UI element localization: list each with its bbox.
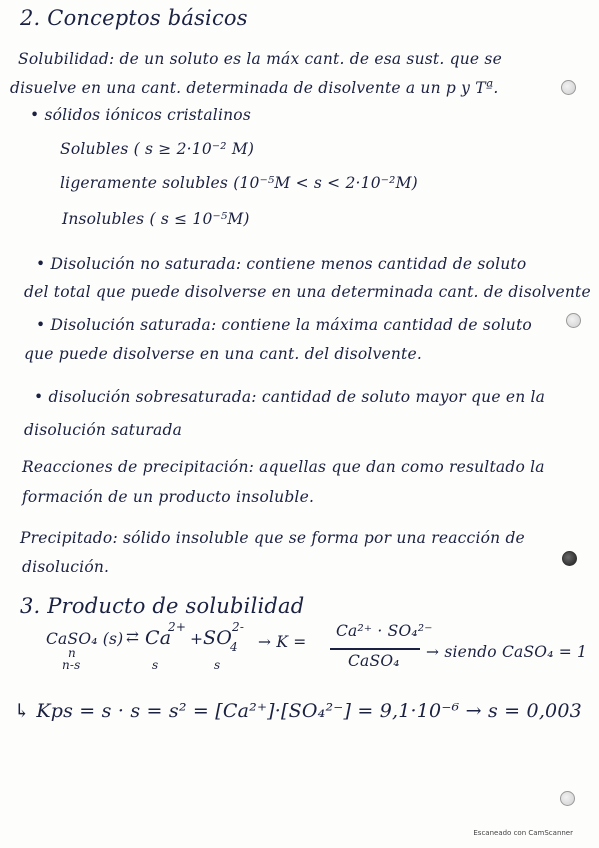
eq-ca: Ca — [145, 627, 172, 649]
eq-tail: → siendo CaSO₄ = 1 — [426, 643, 588, 661]
eq-arrow: ⇄ — [126, 628, 140, 646]
fraction-bar — [330, 648, 420, 650]
eq-plus: + — [190, 630, 204, 648]
scanner-watermark: Escaneado con CamScanner — [473, 829, 573, 837]
ligeramente-solubles-line: ligeramente solubles (10⁻⁵M < s < 2·10⁻²M) — [60, 174, 418, 192]
binder-hole — [566, 313, 581, 328]
under-reactant-n: n — [68, 646, 76, 660]
no-saturada-line1: • Disolución no saturada: contiene menos cantidad de soluto — [36, 255, 527, 273]
k-numerator: Ca²⁺ · SO₄²⁻ — [336, 622, 433, 640]
section-3-title: 3. Producto de solubilidad — [20, 594, 305, 618]
solubilidad-definition-line2: disuelve en una cant. determinada de disolvente a un p y Tª. — [10, 79, 499, 97]
binder-hole — [561, 80, 576, 95]
kps-line: ↳ Kps = s · s = s² = [Ca²⁺]·[SO₄²⁻] = 9,1·10⁻⁶ → s = 0,003 — [14, 700, 582, 722]
sobresaturada-line2: disolución saturada — [24, 421, 183, 439]
solubles-line: Solubles ( s ≥ 2·10⁻² M) — [60, 140, 255, 158]
eq-implies: → K = — [258, 633, 307, 651]
eq-reactant: CaSO₄ (s) — [46, 630, 124, 648]
k-denominator: CaSO₄ — [348, 652, 400, 670]
reacciones-precipitacion-line1: Reacciones de precipitación: aquellas que dan como resultado la — [22, 458, 545, 476]
solubilidad-definition-line1: Solubilidad: de un soluto es la máx cant. de esa sust. que se — [18, 50, 502, 68]
binder-hole — [562, 551, 577, 566]
no-saturada-line2: del total que puede disolverse en una determinada cant. de disolvente — [24, 283, 591, 301]
eq-so4-sub: 4 — [230, 640, 238, 654]
eq-so4: SO — [203, 627, 232, 649]
binder-hole — [560, 791, 575, 806]
eq-ca-charge: 2+ — [168, 620, 187, 634]
under-reactant-ns: n-s — [62, 658, 81, 672]
sobresaturada-line1: • disolución sobresaturada: cantidad de soluto mayor que en la — [34, 388, 546, 406]
under-so4-s: s — [214, 658, 221, 672]
precipitado-line1: Precipitado: sólido insoluble que se forma por una reacción de — [20, 529, 525, 547]
precipitado-line2: disolución. — [22, 558, 110, 576]
saturada-line1: • Disolución saturada: contiene la máxima cantidad de soluto — [36, 316, 532, 334]
section-2-title: 2. Conceptos básicos — [20, 6, 248, 30]
insolubles-line: Insolubles ( s ≤ 10⁻⁵M) — [62, 210, 250, 228]
saturada-line2: que puede disolverse en una cant. del disolvente. — [24, 345, 422, 363]
solidos-header: • sólidos iónicos cristalinos — [30, 106, 251, 124]
reacciones-precipitacion-line2: formación de un producto insoluble. — [22, 488, 315, 506]
under-ca-s: s — [152, 658, 159, 672]
eq-so4-charge: 2- — [232, 620, 245, 634]
